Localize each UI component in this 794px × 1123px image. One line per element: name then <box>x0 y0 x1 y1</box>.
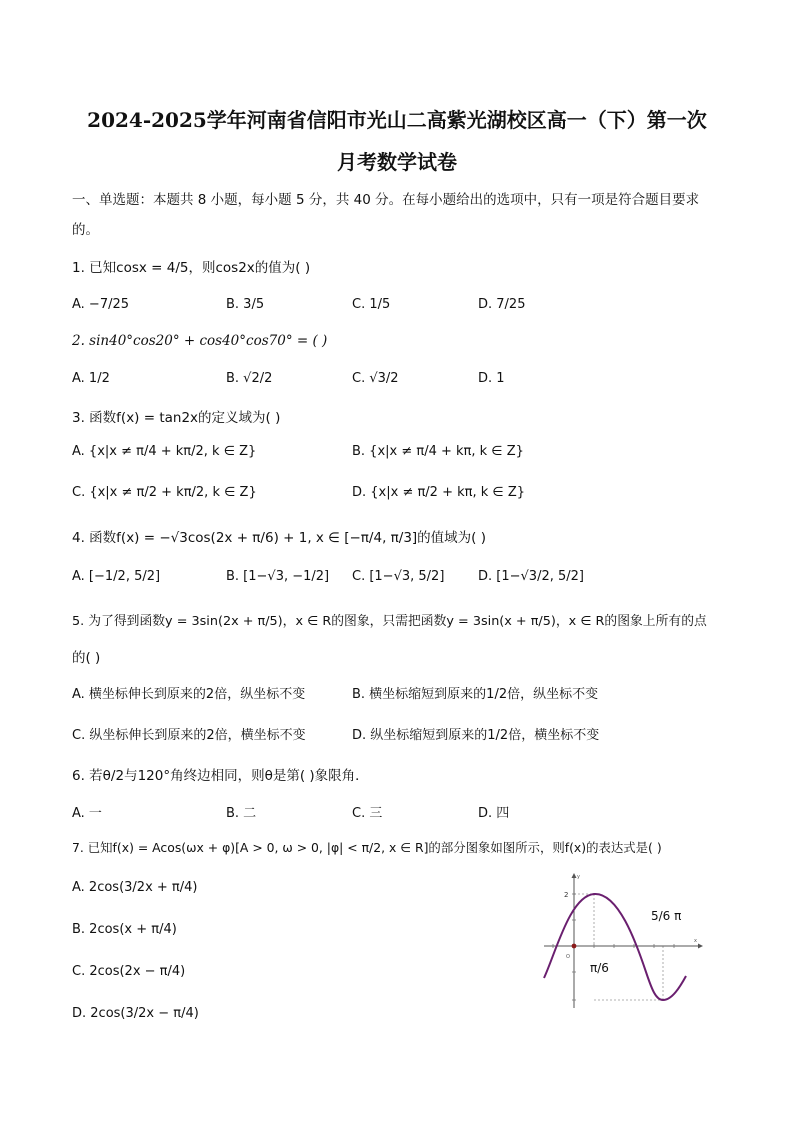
q2-option-c: C. √3/2 <box>352 371 399 386</box>
question-4-stem: 4. 函数f(x) = −√3cos(2x + π/6) + 1, x ∈ [−π/4, π/3]的值域为( ) <box>72 530 487 546</box>
q3-option-a: A. {x|x ≠ π/4 + kπ/2, k ∈ Z} <box>72 444 257 459</box>
q4-option-b: B. [1−√3, −1/2] <box>226 569 330 584</box>
x-axis-arrow <box>698 944 703 949</box>
section-instruction-line2: 的。 <box>72 222 99 238</box>
q6-option-b: B. 二 <box>226 806 257 821</box>
exam-title-line1: 2024-2025学年河南省信阳市光山二高紫光湖校区高一（下）第一次 <box>87 108 707 132</box>
q7-option-a: A. 2cos(3/2x + π/4) <box>72 880 198 895</box>
question-1-stem: 1. 已知cosx = 4/5，则cos2x的值为( ) <box>72 260 311 276</box>
question-5-stem-continued: 的( ) <box>72 650 101 666</box>
q3-option-d: D. {x|x ≠ π/2 + kπ, k ∈ Z} <box>352 485 526 500</box>
q6-option-d: D. 四 <box>478 806 510 821</box>
q2-option-d: D. 1 <box>478 371 505 386</box>
q7-option-b: B. 2cos(x + π/4) <box>72 922 177 937</box>
q3-option-b: B. {x|x ≠ π/4 + kπ, k ∈ Z} <box>352 444 524 459</box>
question-3-stem: 3. 函数f(x) = tan2x的定义域为( ) <box>72 410 281 426</box>
q1-option-c: C. 1/5 <box>352 297 391 312</box>
q1-option-d: D. 7/25 <box>478 297 526 312</box>
label-5pi-over-6: 5/6 π <box>651 909 682 923</box>
q7-option-c: C. 2cos(2x − π/4) <box>72 964 186 979</box>
q1-option-a: A. −7/25 <box>72 297 130 312</box>
q5-option-c: C. 纵坐标伸长到原来的2倍，横坐标不变 <box>72 728 306 743</box>
cosine-graph <box>538 872 703 1012</box>
q2-option-a: A. 1/2 <box>72 371 110 386</box>
y-axis-label: y <box>577 874 580 880</box>
q4-option-a: A. [−1/2, 5/2] <box>72 569 161 584</box>
y-tick-label: 2 <box>564 891 569 899</box>
q1-option-b: B. 3/5 <box>226 297 265 312</box>
q2-option-b: B. √2/2 <box>226 371 273 386</box>
question-2-stem: 2. sin40°cos20° + cos40°cos70° = ( ) <box>72 333 328 349</box>
q7-option-d: D. 2cos(3/2x − π/4) <box>72 1006 199 1021</box>
section-instruction-line1: 一、单选题：本题共 8 小题，每小题 5 分，共 40 分。在每小题给出的选项中，只有一项是符合题目要求 <box>72 192 700 208</box>
q4-option-c: C. [1−√3, 5/2] <box>352 569 445 584</box>
q6-option-c: C. 三 <box>352 806 383 821</box>
x-axis-label: x <box>694 938 697 944</box>
y-axis-arrow <box>572 873 577 878</box>
q6-option-a: A. 一 <box>72 806 102 821</box>
origin-label: O <box>566 954 570 960</box>
q5-option-b: B. 横坐标缩短到原来的1/2倍，纵坐标不变 <box>352 687 599 702</box>
question-6-stem: 6. 若θ/2与120°角终边相同，则θ是第( )象限角． <box>72 768 369 784</box>
exam-title-line2: 月考数学试卷 <box>337 150 457 174</box>
origin-dot <box>572 944 577 949</box>
question-5-stem: 5. 为了得到函数y = 3sin(2x + π/5)，x ∈ R的图象，只需把函数y = 3sin(x + π/5)，x ∈ R的图象上所有的点 <box>72 614 707 629</box>
q3-option-c: C. {x|x ≠ π/2 + kπ/2, k ∈ Z} <box>72 485 257 500</box>
q5-option-d: D. 纵坐标缩短到原来的1/2倍，横坐标不变 <box>352 728 600 743</box>
question-7-stem: 7. 已知f(x) = Acos(ωx + φ)[A > 0, ω > 0, |φ| < π/2, x ∈ R]的部分图象如图所示，则f(x)的表达式是( ) <box>72 840 662 855</box>
q5-option-a: A. 横坐标伸长到原来的2倍，纵坐标不变 <box>72 687 306 702</box>
q4-option-d: D. [1−√3/2, 5/2] <box>478 569 584 584</box>
label-pi-over-6: π/6 <box>590 961 609 975</box>
